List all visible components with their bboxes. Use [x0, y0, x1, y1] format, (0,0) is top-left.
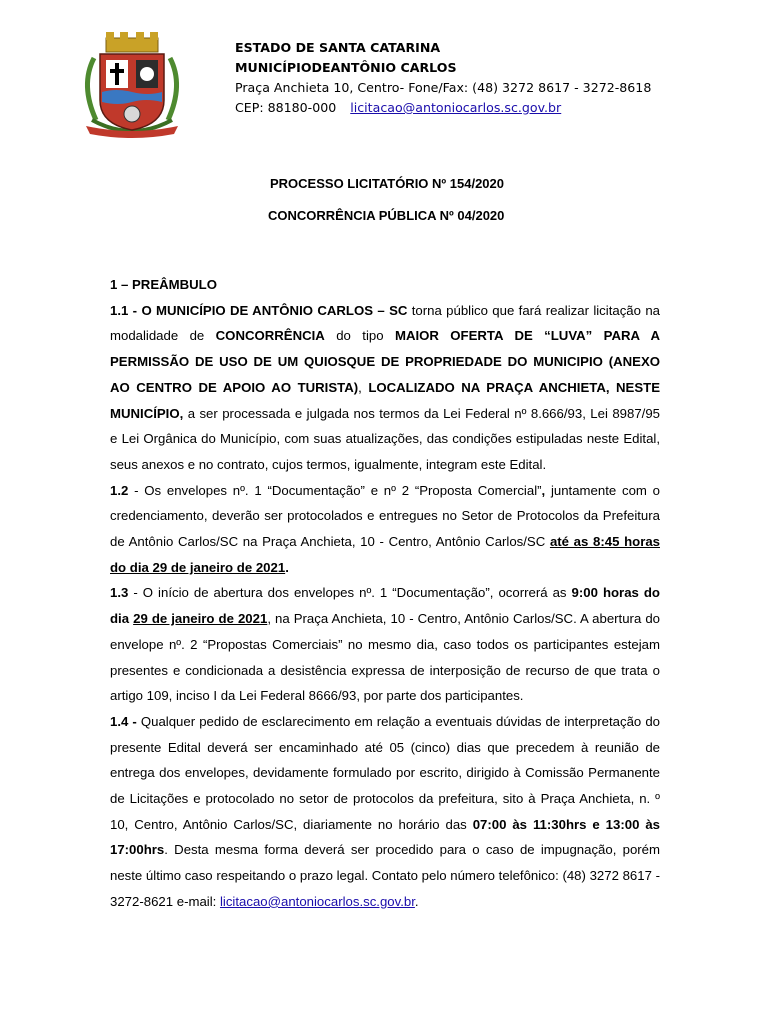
p1-bold-a: O MUNICÍPIO DE ANTÔNIO CARLOS – SC — [141, 302, 408, 318]
paragraph-1-4 — [110, 709, 660, 915]
cep: CEP: 88180-000 — [235, 100, 337, 115]
p1-text-b: do tipo — [324, 328, 395, 344]
p1-bold-c: MAIOR OFERTA DE “LUVA” PARA A PERMISSÃO DE USO DE UM QUIOSQUE DE PROPRIEDADE DO MUNICIPIO (ANEXO AO CENTRO DE APOIO AO TURISTA) — [110, 328, 660, 395]
paragraph-1-3 — [110, 580, 660, 709]
p3-bold-a: 9:00 horas do dia — [110, 585, 660, 627]
p2-text-b: juntamente com o credenciamento, deverão ser protocolados e entregues no Setor de Protocolos da Prefeitura de Antônio Carlos/SC na Praça Anchieta, 10 - Centro, Antônio Carlos/SC — [110, 482, 660, 550]
p4-email-link[interactable]: licitacao@antoniocarlos.sc.gov.br — [219, 893, 415, 909]
p4-hours: 07:00 às 11:30hrs e 13:00 às 17:00hrs — [110, 816, 660, 858]
paragraph-1-2 — [110, 478, 660, 581]
p1-text-a: torna público que fará realizar licitação na modalidade de — [110, 302, 660, 344]
municipality-name: MUNICÍPIODEANTÔNIO CARLOS — [235, 60, 457, 75]
p3-date: 29 de janeiro de 2021 — [133, 611, 268, 627]
p3-num: 1.3 — [110, 585, 129, 601]
processo-title: PROCESSO LICITATÓRIO Nº 154/2020 — [270, 176, 504, 191]
letterhead — [0, 0, 770, 150]
p2-text-a: - Os envelopes nº. 1 “Documentação” e nº 2 “Proposta Comercial” — [128, 482, 542, 498]
address-line: Praça Anchieta 10, Centro- Fone/Fax: (48) 3272 8617 - 3272-8618 — [235, 80, 652, 95]
section-heading: 1 – PREÂMBULO — [110, 277, 217, 292]
state-name: ESTADO DE SANTA CATARINA — [235, 40, 441, 55]
p4-num: 1.4 - — [110, 713, 137, 729]
p4-text-b: . Desta mesma forma deverá ser procedido para o caso de impugnação, porém neste último caso respeitando o prazo legal. Contato pelo número telefônico: (48) 3272 8617 - 3272-8621 e-mail: — [110, 842, 660, 909]
p1-bold-d: LOCALIZADO NA PRAÇA ANCHIETA, NESTE MUNICÍPIO, — [110, 379, 660, 421]
preamble-section — [110, 272, 660, 915]
paragraph-1-1 — [110, 298, 660, 478]
p2-deadline: até as 8:45 horas do dia 29 de janeiro de 2021 — [110, 534, 660, 575]
header-email-link[interactable]: licitacao@antoniocarlos.sc.gov.br — [350, 100, 562, 115]
p2-text-c: . — [285, 559, 289, 575]
concorrencia-title: CONCORRÊNCIA PÚBLICA Nº 04/2020 — [268, 208, 505, 223]
p1-text-d: a ser processada e julgada nos termos da Lei Federal nº 8.666/93, Lei 8987/95 e Lei Orgânica do Município, com suas atualizações, das condições estipuladas neste Edital, seus anexos e no contrato, cujos termos, igualmente, integram este Edital. — [110, 405, 660, 472]
p3-text-b: , na Praça Anchieta, 10 - Centro, Antônio Carlos/SC. A abertura do envelope nº. 2 “Propostas Comerciais” no mesmo dia, caso todos os participantes estejam presentes e condicionada a desistência expressa de interposição de recurso de que trata o artigo 109, inciso I da Lei Federal 8666/93, por parte dos participantes. — [110, 611, 660, 704]
p1-bold-b: CONCORRÊNCIA — [215, 328, 325, 344]
letterhead-text — [235, 38, 651, 118]
p4-text-a: Qualquer pedido de esclarecimento em relação a eventuais dúvidas de interpretação do presente Edital deverá ser encaminhado até 05 (cinco) dias que precedem à reunião de entrega dos envelopes, devidamente formulado por escrito, dirigido à Comissão Permanente de Licitações e protocolado no setor de protocolos da prefeitura, sito à Praça Anchieta, n. º 10, Centro, Antônio Carlos/SC, diariamente no horário das — [110, 713, 660, 832]
cep-line — [235, 98, 651, 118]
p2-num: 1.2 — [110, 482, 129, 498]
municipal-coat-of-arms-icon — [76, 30, 188, 140]
p1-num: 1.1 - — [110, 302, 138, 318]
p2-bold-a: , — [541, 482, 546, 498]
p1-text-c: , — [358, 379, 369, 395]
p3-text-a: - O início de abertura dos envelopes nº. 1 “Documentação”, ocorrerá as — [128, 585, 572, 601]
p4-text-c: . — [414, 893, 419, 909]
